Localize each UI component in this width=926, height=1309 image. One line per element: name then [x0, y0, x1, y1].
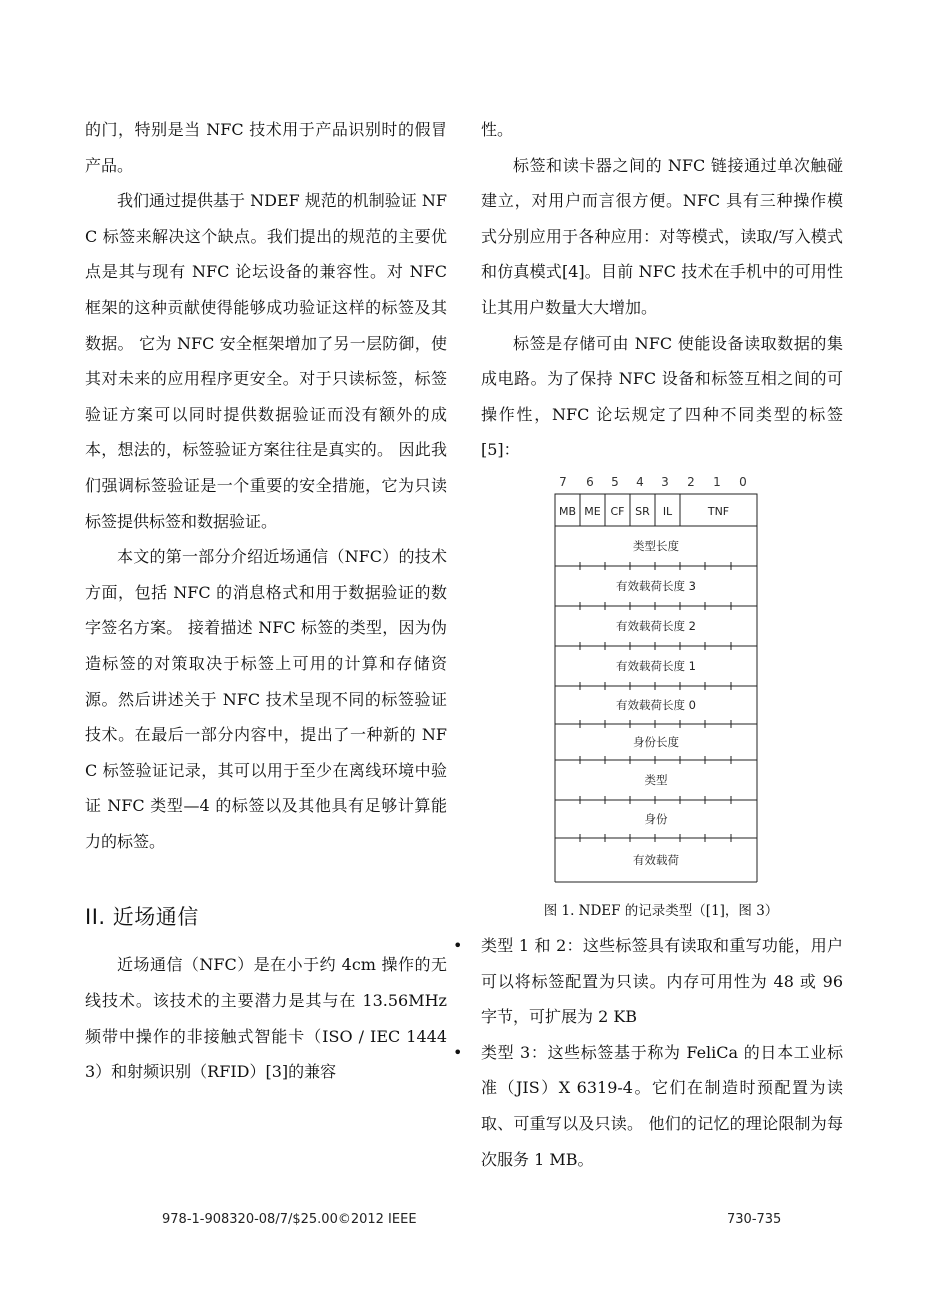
- figure-caption: 图 1. NDEF 的记录类型（[1]，图 3）: [543, 902, 779, 919]
- bit-label: 5: [611, 474, 619, 489]
- ndef-record-diagram: [475, 472, 847, 892]
- section-heading: II. 近场通信: [85, 905, 199, 930]
- paragraph: 的门，特别是当 NFC 技术用于产品识别时的假冒产品。: [85, 120, 447, 175]
- bit-label: 6: [586, 474, 594, 489]
- bit-label: 4: [636, 474, 644, 489]
- right-column: [453, 112, 843, 1177]
- paragraph: 我们通过提供基于 NDEF 规范的机制验证 NFC 标签来解决这个缺点。我们提出的规范的主要优点是其与现有 NFC 论坛设备的兼容性。对 NFC 框架的这种贡献使得能够成功验证这样的标签及其数据。 它为 NFC 安全框架增加了另一层防御，使其对未来的应用程序更安全。对于只读标签，标签验证方案可以同时提供数据验证而没有额外的成本，想法的，标签验证方案往往是真实的。 因此我们强调标签验证是一个重要的安全措施，它为只读标签提供标签和数据验证。: [85, 191, 447, 531]
- list-item-text: 类型 1 和 2：这些标签具有读取和重写功能，用户可以将标签配置为只读。内存可用性为 48 或 96 字节，可扩展为 2 KB: [481, 935, 843, 1027]
- record-row-label: 有效载荷长度 1: [616, 658, 696, 673]
- paragraph: 性。: [481, 120, 514, 139]
- header-field-label: TNF: [707, 504, 730, 518]
- bit-label: 3: [661, 474, 669, 489]
- list-item-text: 类型 3：这些标签基于称为 FeliCa 的日本工业标准（JIS）X 6319-4。它们在制造时预配置为读取、可重写以及只读。 他们的记忆的理论限制为每次服务 1 MB。: [481, 1042, 843, 1169]
- bit-label: 0: [739, 474, 747, 489]
- paragraph: 标签和读卡器之间的 NFC 链接通过单次触碰建立，对用户而言很方便。NFC 具有三种操作模式分别应用于各种应用：对等模式，读取/写入模式和仿真模式[4]。目前 NFC 技术在手机中的可用性让其用户数量大大增加。: [481, 155, 843, 317]
- header-field-label: SR: [635, 504, 650, 518]
- bullet-icon: •: [453, 935, 463, 955]
- left-column: [85, 112, 447, 1090]
- list-item: [453, 1035, 843, 1177]
- paragraph: 本文的第一部分介绍近场通信（NFC）的技术方面，包括 NFC 的消息格式和用于数据验证的数字签名方案。 接着描述 NFC 标签的类型，因为伪造标签的对策取决于标签上可用的计算和存储资源。然后讲述关于 NFC 技术呈现不同的标签验证技术。在最后一部分内容中，提出了一种新的 NFC 标签验证记录，其可以用于至少在离线环境中验证 NFC 类型—4 的标签以及其他具有足够计算能力的标签。: [85, 547, 447, 851]
- record-row-label: 有效载荷: [633, 852, 679, 867]
- header-field-label: IL: [662, 504, 673, 518]
- list-item: [453, 928, 843, 1035]
- header-field-label: ME: [584, 504, 601, 518]
- record-row-label: 有效载荷长度 2: [616, 618, 696, 633]
- paragraph: 标签是存储可由 NFC 使能设备读取数据的集成电路。为了保持 NFC 设备和标签互相之间的可操作性，NFC 论坛规定了四种不同类型的标签[5]：: [481, 333, 843, 460]
- record-row-label: 有效载荷长度 3: [616, 578, 696, 593]
- tag-type-list: [453, 928, 843, 1177]
- record-row-label: 类型: [644, 772, 668, 787]
- ndef-record-figure: [475, 472, 847, 922]
- bit-label: 2: [687, 474, 695, 489]
- record-row-label: 有效载荷长度 0: [616, 697, 696, 712]
- footer-page-range: 730-735: [727, 1212, 782, 1227]
- bit-label: 1: [713, 474, 721, 489]
- paragraph: 近场通信（NFC）是在小于约 4cm 操作的无线技术。该技术的主要潜力是其与在 13.56MHz 频带中操作的非接触式智能卡（ISO / IEC 14443）和射频识别（RFID）[3]的兼容: [85, 955, 447, 1082]
- record-row-label: 身份: [644, 811, 668, 826]
- footer-copyright: 978-1-908320-08/7/$25.00©2012 IEEE: [162, 1212, 417, 1227]
- bit-label: 7: [559, 474, 567, 489]
- header-field-label: MB: [558, 504, 577, 518]
- header-field-label: CF: [610, 504, 625, 518]
- bullet-icon: •: [453, 1042, 463, 1062]
- record-row-label: 身份长度: [633, 734, 679, 749]
- record-row-label: 类型长度: [633, 538, 679, 553]
